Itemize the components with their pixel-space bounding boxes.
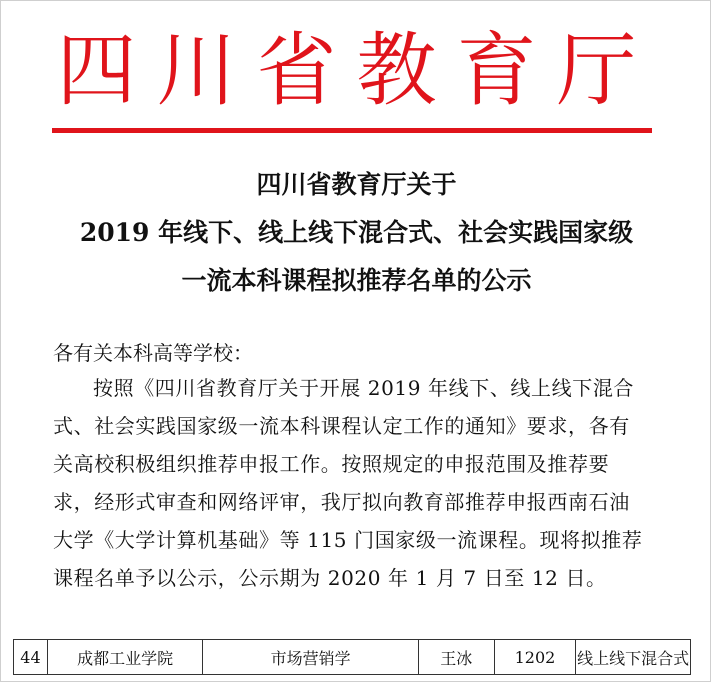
person-cell: 王冰 <box>419 640 495 674</box>
course-table-row <box>13 639 691 675</box>
code-cell: 1202 <box>495 640 577 674</box>
course-type-cell: 线上线下混合式 <box>577 648 690 668</box>
body-line: 求，经形式审查和网络评审，我厅拟向教育部推荐申报西南石油 <box>53 490 630 514</box>
body-paragraph <box>53 369 663 597</box>
title-line-1: 四川省教育厅关于 <box>256 170 457 199</box>
body-line: 按照《四川省教育厅关于开展 2019 年线下、线上线下混合 <box>93 376 635 400</box>
body-line: 课程名单予以公示，公示期为 2020 年 1 月 7 日至 12 日。 <box>53 566 607 590</box>
course-cell: 市场营销学 <box>203 640 418 674</box>
body-line: 式、社会实践国家级一流本科课程认定工作的通知》要求，各有 <box>53 414 630 438</box>
row-number-cell: 44 <box>14 640 48 674</box>
body-line: 大学《大学计算机基础》等 115 门国家级一流课程。现将拟推荐 <box>53 528 643 552</box>
masthead-title: 四川省教育厅 <box>56 24 657 117</box>
title-line-3: 一流本科课程拟推荐名单的公示 <box>181 266 532 295</box>
body-line: 关高校积极组织推荐申报工作。按照规定的申报范围及推荐要 <box>53 452 610 476</box>
title-line-2: 2019 年线下、线上线下混合式、社会实践国家级 <box>79 218 634 247</box>
document-title <box>1 161 711 305</box>
red-divider-line <box>52 128 652 133</box>
school-cell: 成都工业学院 <box>48 640 204 674</box>
salutation: 各有关本科高等学校： <box>53 341 253 365</box>
